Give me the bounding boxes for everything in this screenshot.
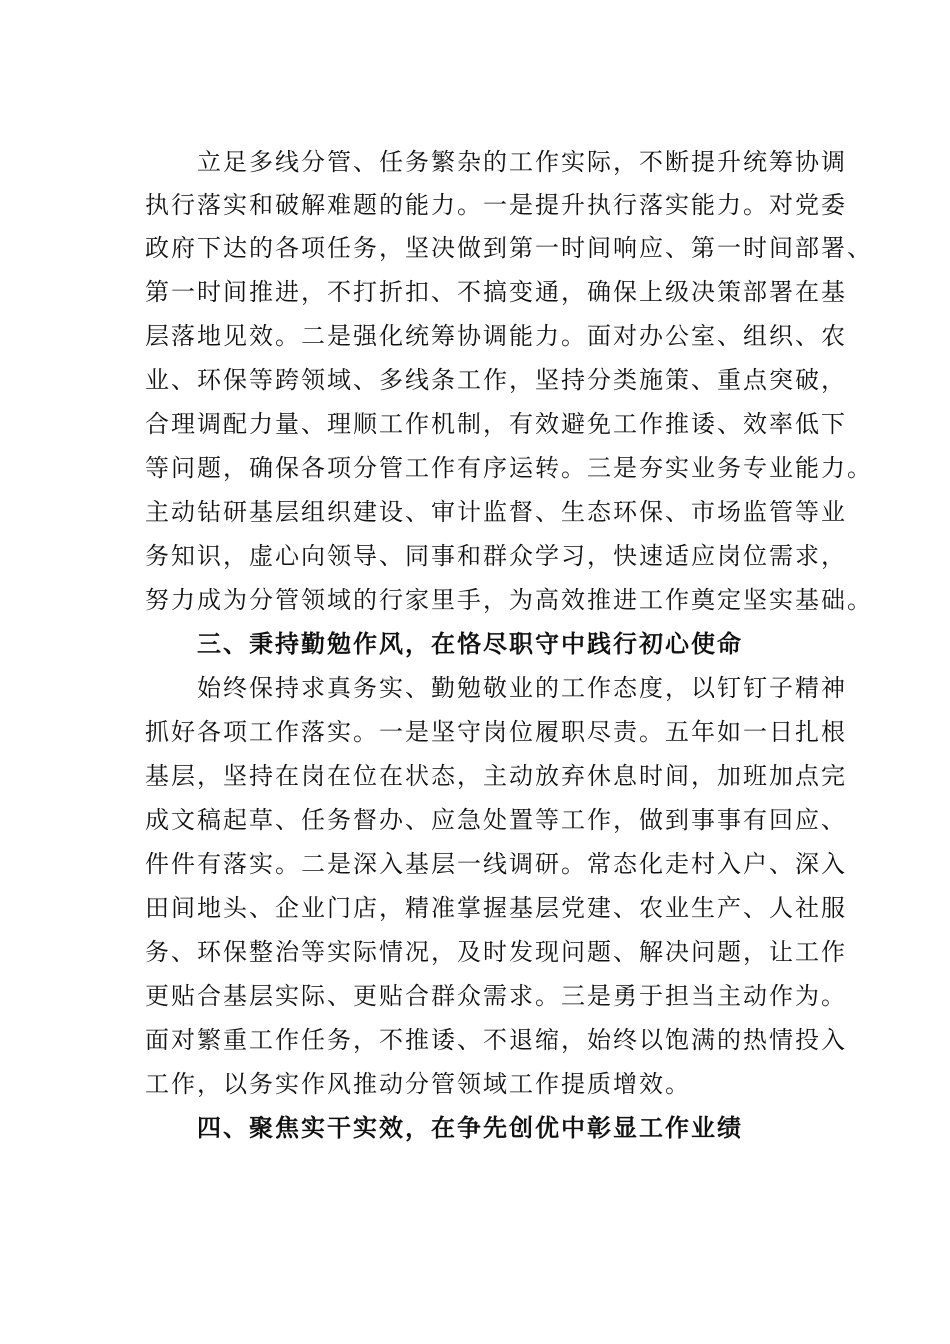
paragraph-line: 等问题，确保各项分管工作有序运转。三是夯实业务专业能力。 (145, 454, 873, 482)
paragraph-line: 第一时间推进，不打折扣、不搞变通，确保上级决策部署在基 (145, 278, 847, 306)
paragraph-line: 业、环保等跨领域、多线条工作，坚持分类施策、重点突破， (145, 366, 847, 394)
paragraph-line: 件件有落实。二是深入基层一线调研。常态化走村入户、深入 (145, 850, 847, 878)
paragraph-line: 基层，坚持在岗在位在状态，主动放弃休息时间，加班加点完 (145, 762, 847, 790)
section-heading: 四、聚焦实干实效，在争先创优中彰显工作业绩 (145, 1114, 743, 1142)
paragraph-line: 主动钻研基层组织建设、审计监督、生态环保、市场监管等业 (145, 498, 847, 526)
paragraph-line: 务、环保整治等实际情况，及时发现问题、解决问题，让工作 (145, 938, 847, 966)
paragraph-line: 执行落实和破解难题的能力。一是提升执行落实能力。对党委 (145, 191, 847, 219)
paragraph-line: 田间地头、企业门店，精准掌握基层党建、农业生产、人社服 (145, 894, 847, 922)
paragraph-line: 更贴合基层实际、更贴合群众需求。三是勇于担当主动作为。 (145, 982, 847, 1010)
paragraph-line: 成文稿起草、任务督办、应急处置等工作，做到事事有回应、 (145, 806, 847, 834)
paragraph-line: 工作，以务实作风推动分管领域工作提质增效。 (145, 1070, 691, 1098)
paragraph-line: 务知识，虚心向领导、同事和群众学习，快速适应岗位需求， (145, 542, 847, 570)
paragraph-line: 抓好各项工作落实。一是坚守岗位履职尽责。五年如一日扎根 (145, 718, 847, 746)
paragraph-line: 层落地见效。二是强化统筹协调能力。面对办公室、组织、农 (145, 322, 847, 350)
paragraph-line: 面对繁重工作任务，不推诿、不退缩，始终以饱满的热情投入 (145, 1026, 847, 1054)
paragraph-line: 合理调配力量、理顺工作机制，有效避免工作推诿、效率低下 (145, 410, 847, 438)
section-heading: 三、秉持勤勉作风，在恪尽职守中践行初心使命 (145, 630, 743, 658)
paragraph-line: 政府下达的各项任务，坚决做到第一时间响应、第一时间部署、 (145, 234, 873, 262)
paragraph-line: 努力成为分管领域的行家里手，为高效推进工作奠定坚实基础。 (145, 586, 873, 614)
paragraph-line: 始终保持求真务实、勤勉敬业的工作态度，以钉钉子精神 (145, 674, 847, 702)
paragraph-line: 立足多线分管、任务繁杂的工作实际，不断提升统筹协调 (145, 148, 847, 176)
